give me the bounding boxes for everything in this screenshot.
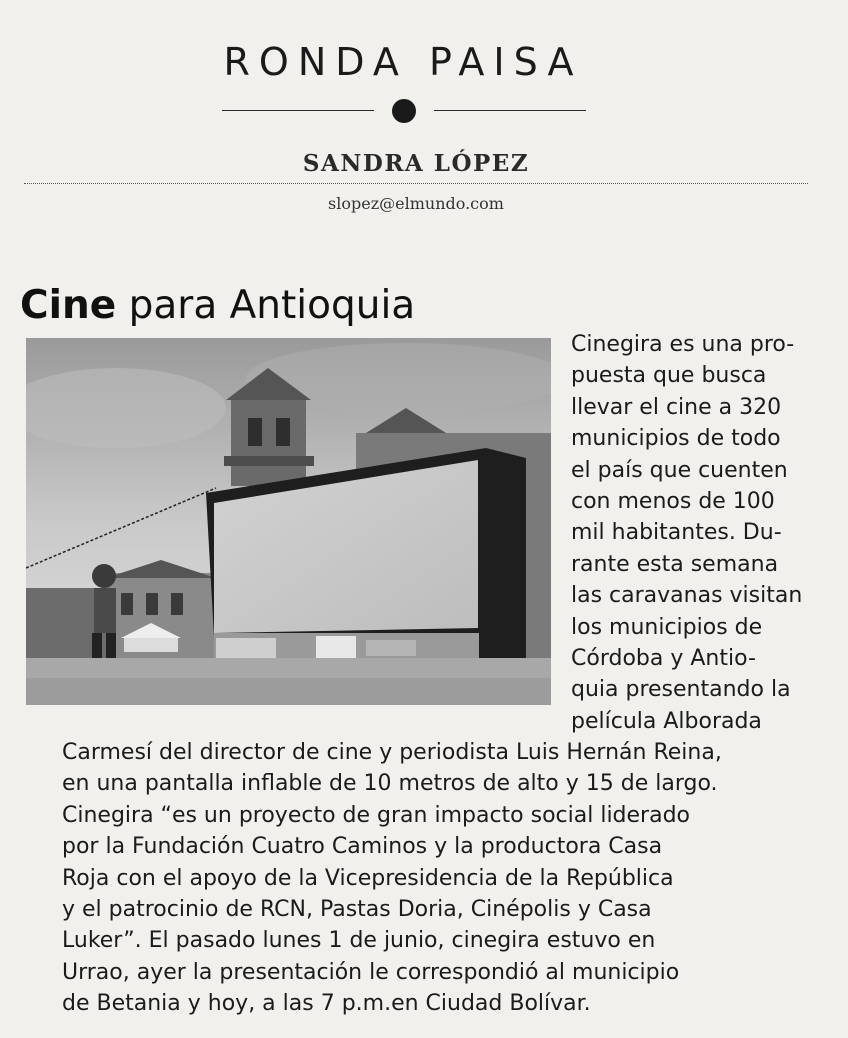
text-line: Urrao, ayer la presentación le correspondió al municipio <box>62 959 680 985</box>
ornament-line-right <box>434 110 586 111</box>
article-headline <box>20 283 620 328</box>
text-line: por la Fundación Cuatro Caminos y la productora Casa <box>62 834 663 860</box>
text-line: Carmesí del director de cine y periodista Luis Hernán Reina, <box>62 740 722 765</box>
text-line: de Betania y hoy, a las 7 p.m.en Ciudad Bolívar. <box>62 991 591 1017</box>
text-line: rante esta semana <box>571 551 779 577</box>
text-line: y el patrocinio de RCN, Pastas Doria, Cinépolis y Casa <box>62 897 652 923</box>
author-email: slopez@elmundo.com <box>328 194 504 213</box>
text-line: mil habitantes. Du- <box>571 520 782 546</box>
text-line <box>571 329 811 360</box>
text-line: película Alborada <box>571 708 762 734</box>
headline-rest: para Antioquia <box>128 283 416 328</box>
text-line: las caravanas visitan <box>571 583 803 609</box>
article-body-full <box>62 737 812 1020</box>
ornament-line-left <box>222 110 374 111</box>
text-line: llevar el cine a 320 <box>571 394 782 420</box>
text-line: con menos de 100 <box>571 489 775 515</box>
text-line: Córdoba y Antio- <box>571 646 756 672</box>
title-ornament <box>222 98 586 124</box>
text-line: Luker”. El pasado lunes 1 de junio, cinegira estuvo en <box>62 928 656 954</box>
dotted-divider <box>24 183 808 184</box>
text-line: en una pantalla inflable de 10 metros de alto y 15 de largo. <box>62 771 718 797</box>
text-line: puesta que busca <box>571 363 767 389</box>
article-photo <box>26 338 551 705</box>
text-line: el país que cuenten <box>571 457 788 483</box>
article-body-wrap <box>571 329 811 737</box>
text-segment: Cinegira es una pro- <box>571 332 795 357</box>
ornament-dot-icon <box>392 99 416 123</box>
text-line: Cinegira “es un proyecto de gran impacto social liderado <box>62 802 691 828</box>
text-line: Roja con el apoyo de la Vicepresidencia de la República <box>62 865 674 891</box>
headline-strong: Cine <box>20 283 117 328</box>
column-title: RONDA PAISA <box>223 40 583 84</box>
text-line: municipios de todo <box>571 426 781 452</box>
text-line: los municipios de <box>571 614 763 640</box>
photo-illustration <box>26 338 551 705</box>
text-line: quia presentando la <box>571 677 791 703</box>
author-name: SANDRA LÓPEZ <box>302 150 530 177</box>
